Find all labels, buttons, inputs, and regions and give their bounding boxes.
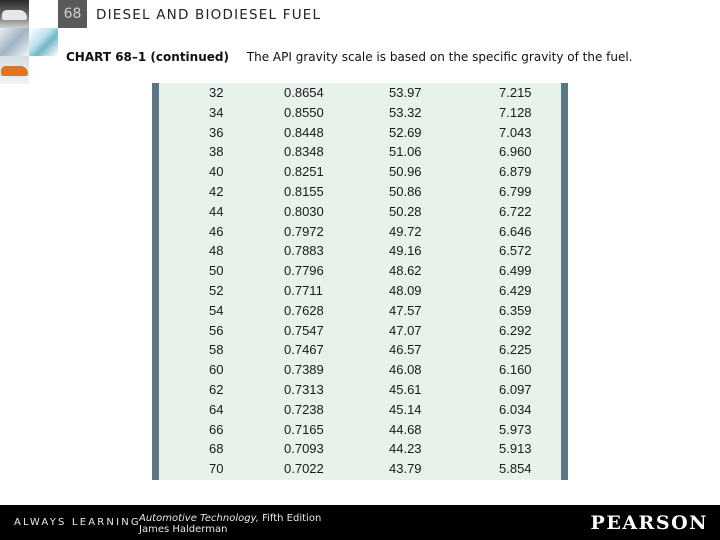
book-edition: Fifth Edition (258, 513, 322, 524)
table-cell: 6.034 (499, 401, 532, 417)
table-cell: 54 (209, 302, 224, 318)
table-cell: 6.799 (499, 183, 532, 199)
chart-caption (66, 50, 633, 64)
table-cell: 47.57 (389, 302, 422, 318)
table-row (159, 241, 561, 261)
table-cell: 0.8550 (284, 104, 324, 120)
table-cell: 48 (209, 243, 224, 259)
table-row (159, 380, 561, 400)
table-cell: 6.722 (499, 203, 532, 219)
table-cell: 48.09 (389, 282, 422, 298)
table-cell: 66 (209, 421, 224, 437)
table-cell: 0.8448 (284, 124, 324, 140)
table-row (159, 222, 561, 242)
table-cell: 62 (209, 381, 224, 397)
table-cell: 45.14 (389, 401, 422, 417)
table-cell: 0.8654 (284, 85, 324, 100)
table-row (159, 281, 561, 301)
table-cell: 0.8348 (284, 144, 324, 160)
table-cell: 50 (209, 263, 224, 279)
sports-car-thumbnail-image (0, 56, 29, 84)
table-cell: 40 (209, 164, 224, 180)
table-cell: 38 (209, 144, 224, 160)
table-cell: 64 (209, 401, 224, 417)
table-cell: 49.16 (389, 243, 422, 259)
publisher-logo: PEARSON (590, 512, 708, 534)
table-left-border (152, 83, 159, 480)
table-cell: 7.128 (499, 104, 532, 120)
table-right-border (561, 83, 568, 480)
chart-label: CHART 68–1 (continued) (66, 50, 229, 64)
table-cell: 6.225 (499, 342, 532, 358)
table-cell: 58 (209, 342, 224, 358)
footer-tagline: ALWAYS LEARNING (14, 517, 141, 528)
table-body (159, 83, 561, 479)
table-cell: 0.8030 (284, 203, 324, 219)
table-cell: 6.960 (499, 144, 532, 160)
table-cell: 0.7093 (284, 441, 324, 457)
table-cell: 49.72 (389, 223, 422, 239)
table-row (159, 360, 561, 380)
table-cell: 0.7313 (284, 381, 324, 397)
table-cell: 36 (209, 124, 224, 140)
footer-bar (0, 505, 720, 540)
table-row (159, 142, 561, 162)
chapter-title: DIESEL AND BIODIESEL FUEL (96, 7, 322, 23)
table-row (159, 420, 561, 440)
table-cell: 42 (209, 183, 224, 199)
table-cell: 46.08 (389, 362, 422, 378)
table-cell: 46 (209, 223, 224, 239)
table-cell: 50.96 (389, 164, 422, 180)
engine-thumbnail-image (0, 28, 29, 56)
table-cell: 0.7165 (284, 421, 324, 437)
table-row (159, 83, 561, 103)
table-cell: 43.79 (389, 461, 422, 477)
table-cell: 0.8251 (284, 164, 324, 180)
table-cell: 0.7547 (284, 322, 324, 338)
table-cell: 48.62 (389, 263, 422, 279)
table-row (159, 261, 561, 281)
table-cell: 44 (209, 203, 224, 219)
table-row (159, 162, 561, 182)
table-cell: 0.7022 (284, 461, 324, 477)
table-cell: 5.913 (499, 441, 532, 457)
table-cell: 68 (209, 441, 224, 457)
table-cell: 0.7467 (284, 342, 324, 358)
table-cell: 50.86 (389, 183, 422, 199)
table-cell: 45.61 (389, 381, 422, 397)
table-cell: 6.097 (499, 381, 532, 397)
table-cell: 0.7972 (284, 223, 324, 239)
table-cell: 50.28 (389, 203, 422, 219)
table-cell: 0.8155 (284, 183, 324, 199)
table-row (159, 123, 561, 143)
table-cell: 5.973 (499, 421, 532, 437)
table-cell: 0.7238 (284, 401, 324, 417)
car-thumbnail-image (0, 0, 29, 28)
table-row (159, 400, 561, 420)
table-cell: 34 (209, 104, 224, 120)
table-cell: 56 (209, 322, 224, 338)
table-row (159, 340, 561, 360)
table-cell: 6.359 (499, 302, 532, 318)
table-row (159, 301, 561, 321)
table-cell: 47.07 (389, 322, 422, 338)
table-cell: 6.292 (499, 322, 532, 338)
table-cell: 32 (209, 85, 224, 100)
table-cell: 6.499 (499, 263, 532, 279)
table-row (159, 182, 561, 202)
car-silhouette-icon (2, 10, 27, 20)
table-cell: 0.7389 (284, 362, 324, 378)
book-credit (139, 513, 321, 535)
table-cell: 0.7628 (284, 302, 324, 318)
table-cell: 46.57 (389, 342, 422, 358)
table-cell: 44.23 (389, 441, 422, 457)
table-cell: 0.7883 (284, 243, 324, 259)
table-cell: 52 (209, 282, 224, 298)
table-cell: 7.215 (499, 85, 532, 100)
crystal-thumbnail-image (29, 28, 58, 56)
table-cell: 53.32 (389, 104, 422, 120)
table-cell: 7.043 (499, 124, 532, 140)
table-cell: 44.68 (389, 421, 422, 437)
api-gravity-table (152, 83, 568, 480)
table-cell: 52.69 (389, 124, 422, 140)
table-cell: 0.7796 (284, 263, 324, 279)
table-cell: 6.429 (499, 282, 532, 298)
table-cell: 6.879 (499, 164, 532, 180)
table-row (159, 103, 561, 123)
table-cell: 6.646 (499, 223, 532, 239)
table-cell: 53.97 (389, 85, 422, 100)
table-cell: 6.572 (499, 243, 532, 259)
table-cell: 5.854 (499, 461, 532, 477)
table-row (159, 439, 561, 459)
chart-description: The API gravity scale is based on the specific gravity of the fuel. (246, 50, 633, 64)
book-title: Automotive Technology, (139, 513, 259, 524)
table-cell: 6.160 (499, 362, 532, 378)
sports-car-icon (1, 66, 28, 76)
table-row (159, 202, 561, 222)
table-row (159, 321, 561, 341)
table-cell: 60 (209, 362, 224, 378)
book-author: James Halderman (139, 524, 228, 535)
table-cell: 51.06 (389, 144, 422, 160)
table-cell: 0.7711 (284, 282, 323, 298)
table-row (159, 459, 561, 479)
chapter-number-badge: 68 (58, 0, 87, 28)
table-cell: 70 (209, 461, 224, 477)
